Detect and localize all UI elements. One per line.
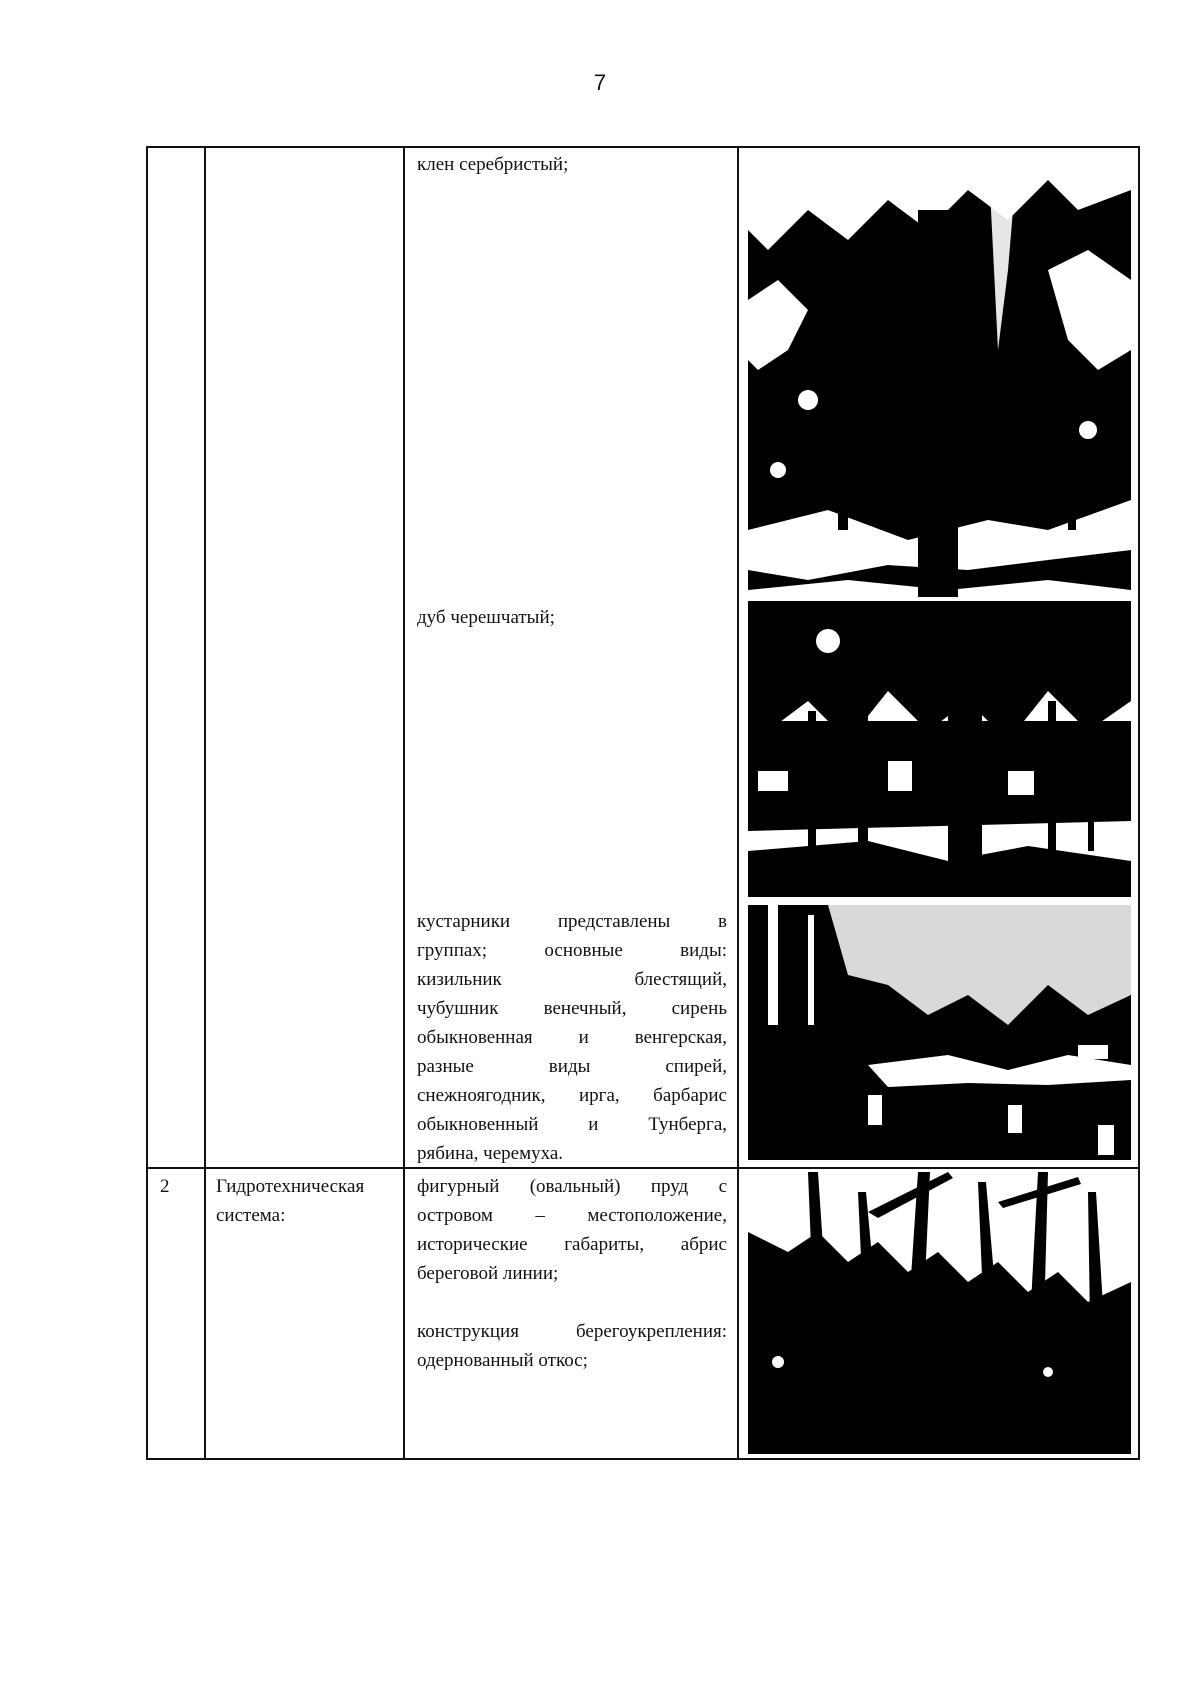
text-line: обыкновенный и Тунберга, [417, 1114, 727, 1135]
table-border-left [146, 146, 148, 1460]
pond-trees-photo [748, 1172, 1131, 1454]
text-line: фигурный (овальный) пруд с [417, 1176, 727, 1197]
table-border-top [146, 146, 1139, 148]
text-line: одернованный откос; [417, 1350, 588, 1371]
table-col-divider-2 [403, 146, 405, 1460]
shrubs-photo [748, 905, 1131, 1160]
table-col-divider-3 [737, 146, 739, 1460]
text-line: группах; основные виды: [417, 940, 727, 961]
table-border-bottom [146, 1458, 1139, 1460]
text-line: островом – местоположение, [417, 1205, 727, 1226]
element-cell-line: Гидротехническая [216, 1176, 365, 1197]
text-line: обыкновенная и венгерская, [417, 1027, 727, 1048]
oak-tree-photo [748, 601, 1131, 897]
text-line: разные виды спирей, [417, 1056, 727, 1077]
text-line: снежноягодник, ирга, барбарис [417, 1085, 727, 1106]
text-line: исторические габариты, абрис [417, 1234, 727, 1255]
element-cell-line: система: [216, 1205, 286, 1226]
text-line: кизильник блестящий, [417, 969, 727, 990]
text-line: конструкция берегоукрепления: [417, 1321, 727, 1342]
text-line: чубушник венечный, сирень [417, 998, 727, 1019]
table-col-divider-1 [204, 146, 206, 1460]
text-line: рябина, черемуха. [417, 1143, 564, 1164]
table-border-right [1138, 146, 1140, 1460]
item-english-oak: дуб черешчатый; [417, 607, 555, 628]
forest-trees-photo [748, 150, 1131, 597]
row-number-cell: 2 [160, 1176, 170, 1197]
text-line: кустарники представлены в [417, 911, 727, 932]
page-number: 7 [593, 70, 607, 95]
item-silver-maple: клен серебристый; [417, 154, 569, 175]
text-line: береговой линии; [417, 1263, 559, 1284]
